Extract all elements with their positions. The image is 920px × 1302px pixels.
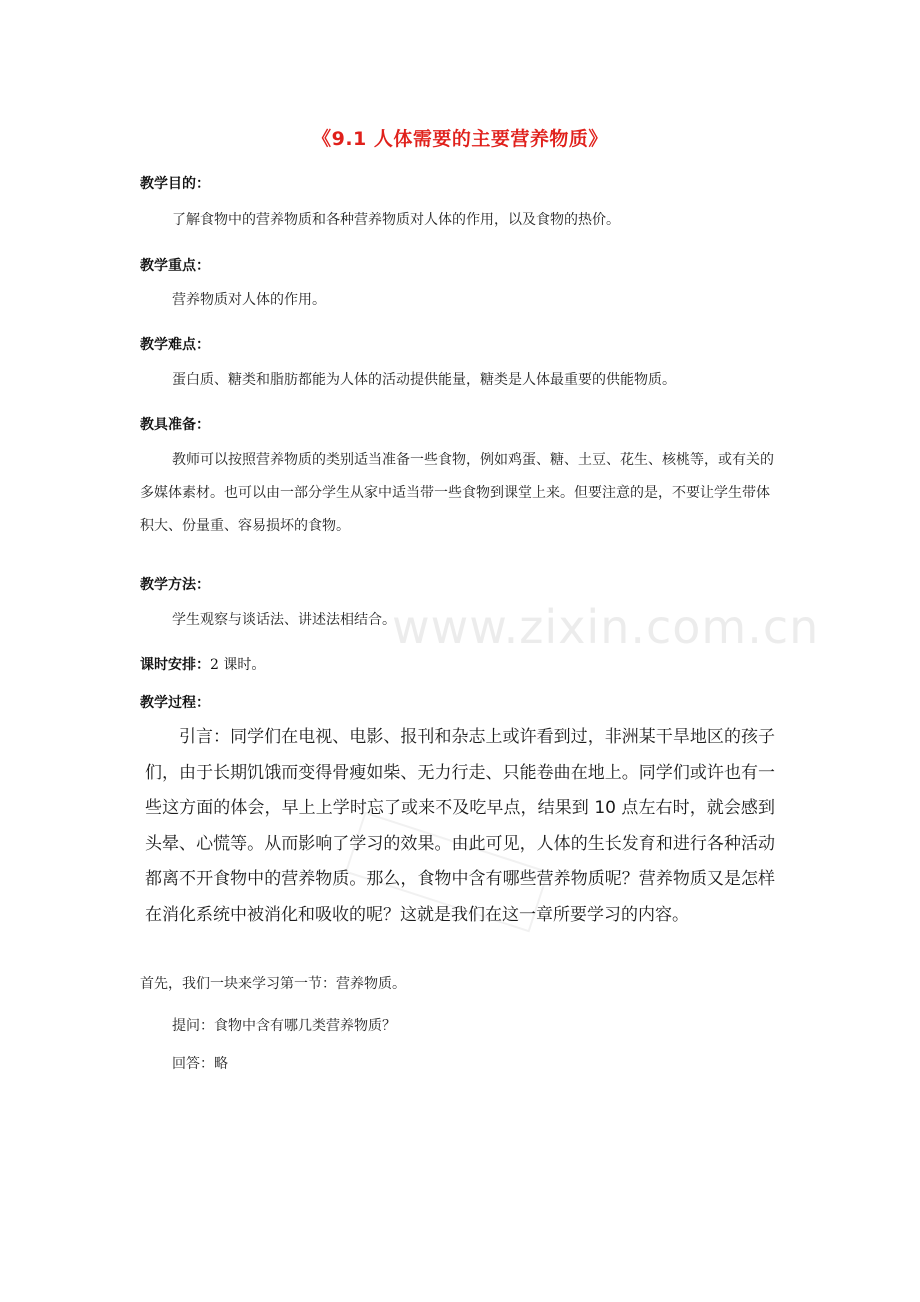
watermark: www.zixin.com.cn [392, 600, 820, 654]
difficulties-heading: 教学难点： [140, 337, 210, 353]
objective-text: 了解食物中的营养物质和各种营养物质对人体的作用，以及食物的热价。 [172, 212, 620, 228]
process-first-section: 首先，我们一块来学习第一节：营养物质。 [140, 976, 406, 992]
keypoints-text: 营养物质对人体的作用。 [172, 292, 326, 308]
process-question: 提问：食物中含有哪几类营养物质？ [172, 1018, 396, 1034]
schedule-value: 2 课时。 [210, 657, 266, 673]
method-heading: 教学方法： [140, 577, 210, 593]
schedule-line [140, 654, 265, 674]
materials-text: 教师可以按照营养物质的类别适当准备一些食物，例如鸡蛋、糖、土豆、花生、核桃等，或有关的多媒体素材。也可以由一部分学生从家中适当带一些食物到课堂上来。但要注意的是，不要让学生带体积大、份量重、容易损坏的食物。 [140, 452, 774, 534]
keypoints-heading: 教学重点： [140, 258, 210, 274]
page-title: 《9.1 人体需要的主要营养物质》 [312, 128, 608, 150]
method-text: 学生观察与谈话法、讲述法相结合。 [172, 612, 396, 628]
process-intro: 引言：同学们在电视、电影、报刊和杂志上或许看到过，非洲某干旱地区的孩子们，由于长期饥饿而变得骨瘦如柴、无力行走、只能卷曲在地上。同学们或许也有一些这方面的体会，早上上学时忘了或来不及吃早点，结果到 10 点左右时，就会感到头晕、心慌等。从而影响了学习的效果。由此可见，人体的生长发育和进行各种活动都离不开食物中的营养物质。那么，食物中含有哪些营养物质呢？营养物质又是怎样在消化系统中被消化和吸收的呢？这就是我们在这一章所要学习的内容。 [145, 727, 775, 925]
materials-heading: 教具准备： [140, 417, 210, 433]
schedule-heading: 课时安排： [140, 657, 210, 673]
objective-heading: 教学目的： [140, 176, 210, 192]
difficulties-text: 蛋白质、糖类和脂肪都能为人体的活动提供能量，糖类是人体最重要的供能物质。 [172, 372, 676, 388]
process-answer: 回答：略 [172, 1056, 228, 1072]
process-heading: 教学过程： [140, 695, 210, 711]
